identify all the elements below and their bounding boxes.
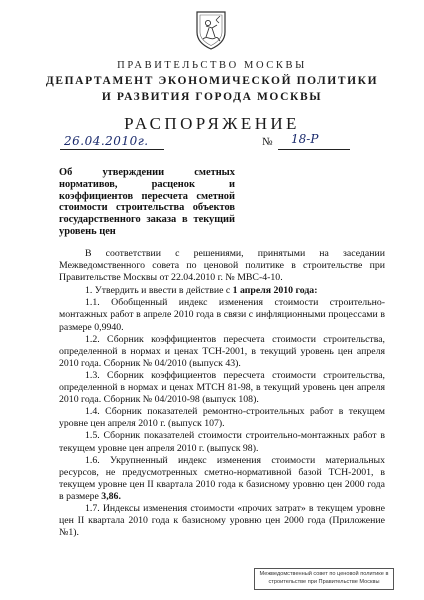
number-underline (278, 149, 350, 150)
item-1-6-text: 1.6. Укрупненный индекс изменения стоимости материальных ресурсов, не предусмотренных сметно-нормативной базой ТСН-2001, в текущем уровне цен II квартала 2010 года к базисному уровню цен 2000 года в размере (59, 454, 385, 502)
number-label: № (262, 136, 273, 148)
document-subject: Об утверждении сметных нормативов, расценок и коэффициентов пересчета сметной стоимости строительства объектов государственного заказа в текущий уровень цен (59, 167, 235, 237)
government-title: ПРАВИТЕЛЬСТВО МОСКВЫ (117, 60, 307, 71)
stamp-line-2: строительстве при Правительстве Москвы (268, 578, 380, 585)
department-title (0, 73, 424, 105)
paragraph-item-1-3: 1.3. Сборник коэффициентов пересчета стоимости строительства, определенной в нормах и ценах МТСН 81-98, в текущий уровень цен апреля 2010 года. Сборник № 04/2010-98 (выпуск 108). (59, 369, 385, 406)
document-body (59, 248, 385, 539)
department-title-line-1: ДЕПАРТАМЕНТ ЭКОНОМИЧЕСКОЙ ПОЛИТИКИ (45, 75, 379, 87)
item-1-colon: : (314, 285, 318, 297)
document-number: 18-Р (291, 132, 319, 146)
stamp-line-1: Межведомственный совет по ценовой политике в (259, 571, 389, 577)
paragraph-item-1-1: 1.1. Обобщенный индекс изменения стоимости строительно-монтажных работ в апреле 2010 года в связи с инфляционными процессами в размере 0,9940. (59, 297, 385, 333)
paragraph-intro: В соответствии с решениями, принятыми на заседании Межведомственного совета по ценовой политике в строительстве при Правительстве Москвы от 22.04.2010 г. № МВС-4-10. (59, 248, 385, 284)
paragraph-item-1-7: 1.7. Индексы изменения стоимости «прочих затрат» в текущем уровне цен II квартала 2010 года к базисному уровню цен 2000 года (Приложение №1). (59, 502, 385, 539)
paragraph-item-1-4: 1.4. Сборник показателей ремонтно-строительных работ в текущем уровне цен апреля 2010 г. (выпуск 107). (59, 406, 385, 430)
item-1-date: 1 апреля 2010 года (232, 285, 315, 297)
paragraph-item-1 (59, 285, 385, 297)
document-date: 26.04.2010г. (64, 134, 149, 148)
council-stamp (254, 568, 394, 590)
paragraph-item-1-5: 1.5. Сборник показателей стоимости строительно-монтажных работ в текущем уровне цен апреля 2010 г. (выпуск 98). (59, 430, 385, 454)
item-1-text: 1. Утвердить и ввести в действие с (85, 285, 233, 297)
department-title-line-2: И РАЗВИТИЯ ГОРОДА МОСКВЫ (101, 91, 323, 103)
date-underline (60, 149, 164, 150)
paragraph-item-1-6 (59, 455, 385, 503)
document-type: РАСПОРЯЖЕНИЕ (124, 114, 300, 133)
moscow-coat-of-arms-icon (194, 10, 228, 50)
paragraph-item-1-2: 1.2. Сборник коэффициентов пересчета стоимости строительства, определенной в нормах и ценах ТСН-2001, в текущий уровень цен апреля 2010 года. Сборник № 04/2010 (выпуск 43). (59, 333, 385, 369)
item-1-6-value: 3,86. (101, 490, 121, 502)
